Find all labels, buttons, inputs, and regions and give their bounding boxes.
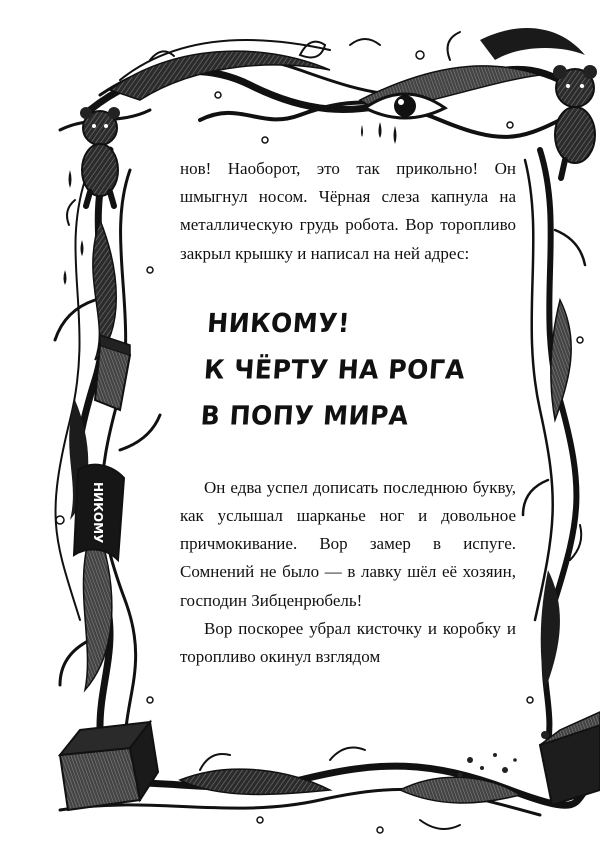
address-line: В ПОПУ МИРА	[199, 400, 410, 431]
open-box-icon	[60, 722, 158, 810]
address-line: НИКОМУ!	[206, 307, 351, 339]
paragraph: Вор поскорее убрал кисточку и коробку и торопливо окинул взглядом	[180, 618, 516, 667]
paragraph: Он едва успел дописать последнюю букву, как услышал шарканье ног и довольное причмокивание. Вор замер в испуге. Сомнений не было — в лавку шёл её хозяин, господин Зибценрюбель!	[180, 477, 516, 610]
paint-tube-icon	[95, 335, 130, 410]
teddy-bear-icon	[80, 107, 120, 206]
text-block	[180, 155, 516, 671]
teddy-bear-icon	[553, 65, 597, 178]
address-line: К ЧЁРТУ НА РОГА	[202, 354, 467, 385]
address-label	[199, 301, 521, 440]
paragraph-top: нов! Наоборот, это так прикольно! Он шмыгнул носом. Чёрная слеза капнула на металлическую грудь робота. Вор торопливо закрыл крышку и написал на ней адрес:	[180, 159, 516, 263]
right-vine-border	[523, 150, 585, 760]
scroll-icon	[74, 465, 124, 560]
scroll-label: НИКОМУ	[91, 482, 105, 544]
